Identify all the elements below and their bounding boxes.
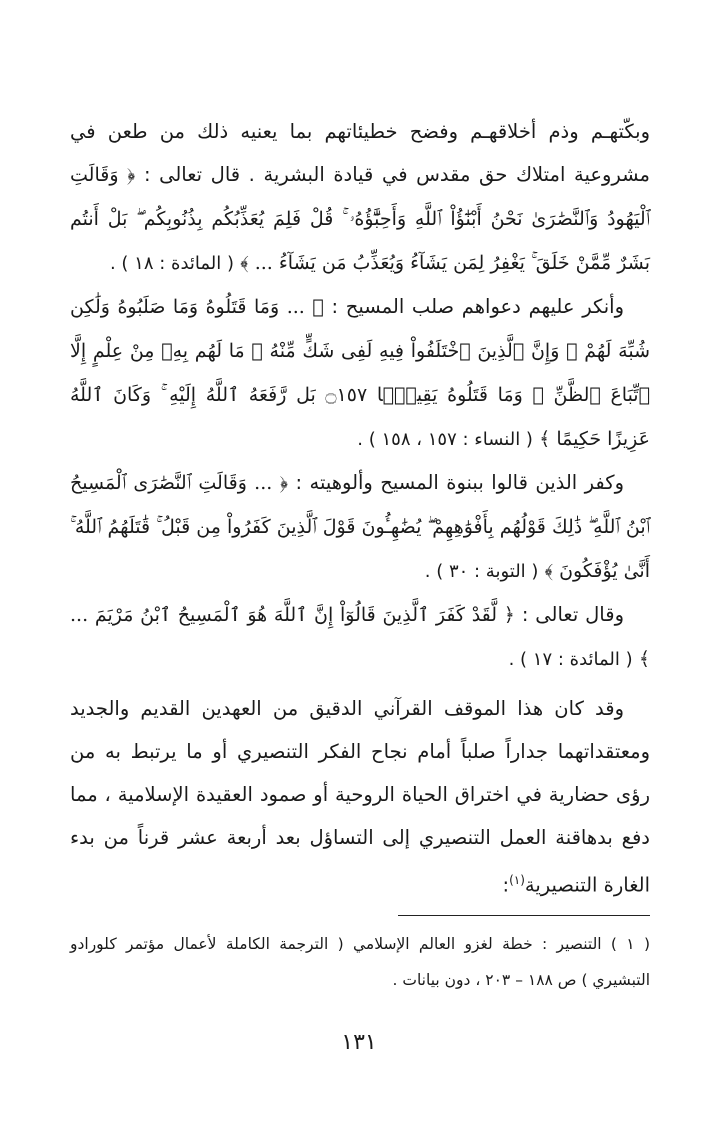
quran-verse-2: ﴿ ... وَمَا قَتَلُوهُ وَمَا صَلَبُوهُ وَلَٰكِن شُبِّهَ لَهُمْ ۚ وَإِنَّ ٱلَّذِينَ ٱخْتَلَفُواْ فِيهِ لَفِى شَكٍّ مِّنْهُ ۚ مَا لَهُم بِهِۦ مِنْ عِلْمٍ إِلَّا ٱتِّبَاعَ ٱلظَّنِّ ۚ وَمَا قَتَلُوهُ يَقِينًۢا ۝١٥٧ بَل رَّفَعَهُ ٱللَّهُ إِلَيْهِ ۚ وَكَانَ ٱللَّهُ عَزِيزًا حَكِيمًا ﴾ [70,296,650,450]
footnote-marker[interactable]: (١) [509,873,525,887]
page-number: ١٣١ [341,1030,377,1055]
verse-reference-1: ( المائدة : ١٨ ) . [109,253,235,274]
paragraph-4-text: وقال تعالى : [521,603,624,626]
paragraph-5-tail: : [502,873,510,897]
paragraph-5 [70,687,650,907]
paragraph-1 [70,110,650,285]
page-body [70,110,650,907]
quran-verse-4: ﴿ لَّقَدْ كَفَرَ ٱلَّذِينَ قَالُوٓاْ إِنَّ ٱللَّهَ هُوَ ٱلْمَسِيحُ ٱبْنُ مَرْيَمَ ... ﴾ [70,604,650,670]
paragraph-4 [70,593,650,681]
paragraph-3 [70,461,650,593]
quran-verse-3: ﴿ ... وَقَالَتِ ٱلنَّصَٰرَى ٱلْمَسِيحُ ٱبْنُ ٱللَّهِ ۖ ذَٰلِكَ قَوْلُهُم بِأَفْوَٰهِهِمْ ۖ يُضَٰهِـُٔونَ قَوْلَ ٱلَّذِينَ كَفَرُواْ مِن قَبْلُ ۚ قَٰتَلَهُمُ ٱللَّهُ ۚ أَنَّىٰ يُؤْفَكُونَ ﴾ [70,472,650,582]
paragraph-3-text: وكفر الذين قالوا ببنوة المسيح وألوهيته : [295,471,624,494]
quran-verse-1: ﴿ وَقَالَتِ ٱلْيَهُودُ وَٱلنَّصَٰرَىٰ نَحْنُ أَبْنَٰٓؤُاْ ٱللَّهِ وَأَحِبَّٰٓؤُهُۥ ۚ قُلْ فَلِمَ يُعَذِّبُكُم بِذُنُوبِكُم ۖ بَلْ أَنتُم بَشَرٌ مِّمَّنْ خَلَقَ ۚ يَغْفِرُ لِمَن يَشَآءُ وَيُعَذِّبُ مَن يَشَآءُ ... ﴾ [70,164,650,274]
verse-reference-4: ( المائدة : ١٧ ) . [508,649,633,670]
paragraph-2-text: وأنكر عليهم دعواهم صلب المسيح : [331,295,624,318]
footnote-divider [398,915,650,916]
verse-reference-2: ( النساء : ١٥٧ ، ١٥٨ ) . [357,429,533,450]
paragraph-1-text: وبكّتهـم وذم أخلاقهـم وفضح خطيئاتهم بما يعنيه ذلك من طعن في مشروعية امتلاك حق مقدس في قيادة البشرية . قال تعالى : [70,120,650,186]
paragraph-5-text: وقد كان هذا الموقف القرآني الدقيق من العهدين القديم والجديد ومعتقداتهما جداراً صلباً أمام نجاح الفكر التنصيري أو ما يرتبط به من رؤى حضارية في اختراق الحياة الروحية أو صمود العقيدة الإسلامية ، مما دفع بدهاقنة العمل التنصيري إلى التساؤل بعد أربعة عشر قرناً من بدء الغارة التنصيرية [70,697,650,897]
paragraph-2 [70,285,650,461]
footnote: ( ١ ) التنصير : خطة لغزو العالم الإسلامي ( الترجمة الكاملة لأعمال مؤتمر كلورادو التبشيري ) ص ١٨٨ – ٢٠٣ ، دون بيانات . [70,935,650,989]
verse-reference-3: ( التوبة : ٣٠ ) . [424,561,539,582]
